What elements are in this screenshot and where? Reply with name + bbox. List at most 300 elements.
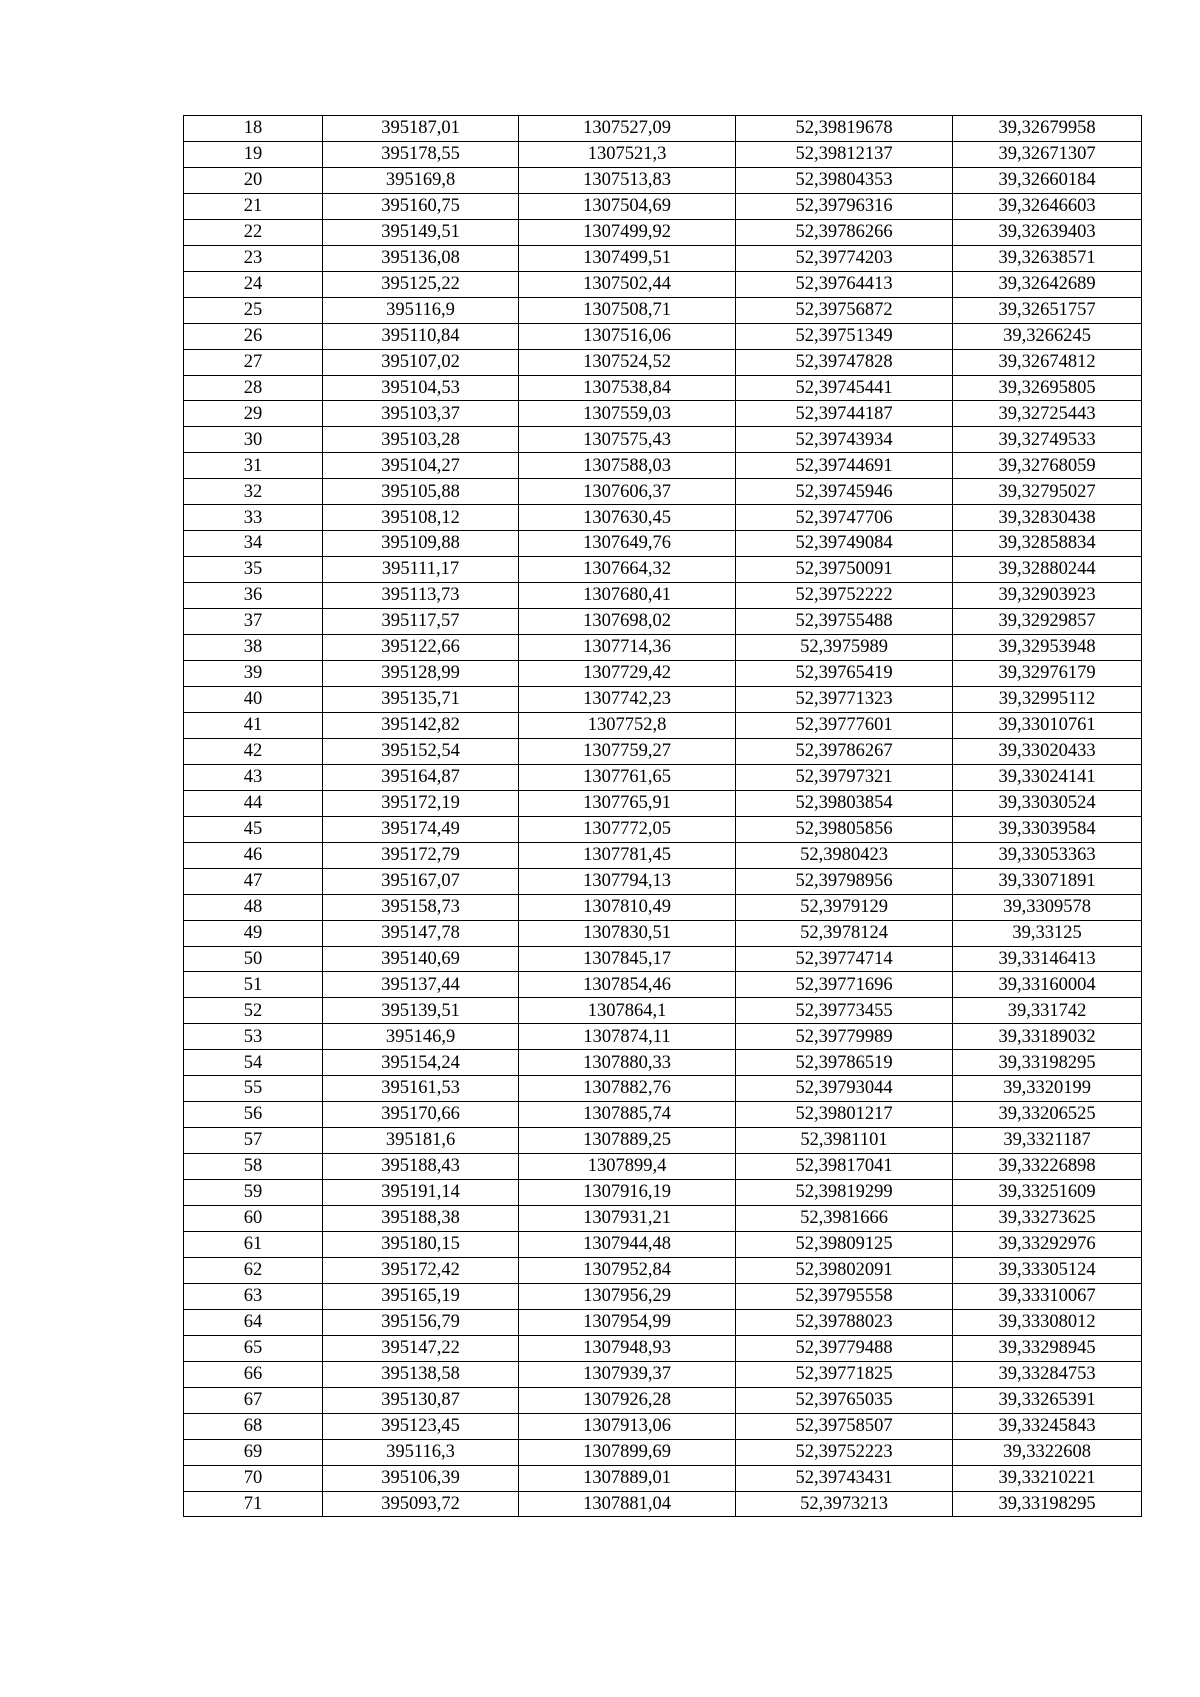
latitude-cell: 52,39771323 [736,686,953,712]
longitude-cell: 39,33146413 [953,946,1142,972]
point-number-cell: 26 [184,323,323,349]
table-row [184,531,1142,557]
table-row [184,764,1142,790]
table-row [184,1024,1142,1050]
x-coordinate-cell: 395139,51 [323,998,519,1024]
point-number-cell: 59 [184,1180,323,1206]
x-coordinate-cell: 395104,27 [323,453,519,479]
table-row [184,1413,1142,1439]
x-coordinate-cell: 395117,57 [323,609,519,635]
table-row [184,1154,1142,1180]
latitude-cell: 52,39802091 [736,1257,953,1283]
longitude-cell: 39,32638571 [953,245,1142,271]
point-number-cell: 24 [184,271,323,297]
y-coordinate-cell: 1307882,76 [519,1076,736,1102]
table-row [184,193,1142,219]
x-coordinate-cell: 395104,53 [323,375,519,401]
longitude-cell: 39,33273625 [953,1206,1142,1232]
point-number-cell: 48 [184,894,323,920]
latitude-cell: 52,39744187 [736,401,953,427]
point-number-cell: 65 [184,1335,323,1361]
table-row [184,583,1142,609]
table-row [184,635,1142,661]
x-coordinate-cell: 395137,44 [323,972,519,998]
y-coordinate-cell: 1307899,4 [519,1154,736,1180]
point-number-cell: 39 [184,661,323,687]
table-row [184,245,1142,271]
table-row [184,1361,1142,1387]
x-coordinate-cell: 395172,19 [323,790,519,816]
longitude-cell: 39,33125 [953,920,1142,946]
y-coordinate-cell: 1307854,46 [519,972,736,998]
x-coordinate-cell: 395188,38 [323,1206,519,1232]
point-number-cell: 29 [184,401,323,427]
y-coordinate-cell: 1307913,06 [519,1413,736,1439]
longitude-cell: 39,3266245 [953,323,1142,349]
x-coordinate-cell: 395116,3 [323,1439,519,1465]
table-row [184,1387,1142,1413]
point-number-cell: 32 [184,479,323,505]
x-coordinate-cell: 395152,54 [323,738,519,764]
point-number-cell: 47 [184,868,323,894]
y-coordinate-cell: 1307954,99 [519,1309,736,1335]
latitude-cell: 52,39744691 [736,453,953,479]
x-coordinate-cell: 395188,43 [323,1154,519,1180]
table-row [184,686,1142,712]
longitude-cell: 39,3309578 [953,894,1142,920]
x-coordinate-cell: 395136,08 [323,245,519,271]
y-coordinate-cell: 1307649,76 [519,531,736,557]
x-coordinate-cell: 395122,66 [323,635,519,661]
longitude-cell: 39,32995112 [953,686,1142,712]
latitude-cell: 52,39771696 [736,972,953,998]
latitude-cell: 52,39755488 [736,609,953,635]
point-number-cell: 38 [184,635,323,661]
x-coordinate-cell: 395140,69 [323,946,519,972]
latitude-cell: 52,39743934 [736,427,953,453]
table-row [184,816,1142,842]
table-row [184,271,1142,297]
longitude-cell: 39,3322608 [953,1439,1142,1465]
point-number-cell: 33 [184,505,323,531]
table-row [184,453,1142,479]
x-coordinate-cell: 395093,72 [323,1491,519,1517]
x-coordinate-cell: 395180,15 [323,1231,519,1257]
point-number-cell: 51 [184,972,323,998]
latitude-cell: 52,39801217 [736,1102,953,1128]
longitude-cell: 39,32642689 [953,271,1142,297]
x-coordinate-cell: 395128,99 [323,661,519,687]
point-number-cell: 69 [184,1439,323,1465]
point-number-cell: 67 [184,1387,323,1413]
x-coordinate-cell: 395108,12 [323,505,519,531]
longitude-cell: 39,32679958 [953,116,1142,142]
table-row [184,1335,1142,1361]
latitude-cell: 52,39797321 [736,764,953,790]
table-row [184,1309,1142,1335]
y-coordinate-cell: 1307559,03 [519,401,736,427]
x-coordinate-cell: 395103,28 [323,427,519,453]
x-coordinate-cell: 395111,17 [323,557,519,583]
coordinates-document [183,115,1142,1517]
latitude-cell: 52,39756872 [736,297,953,323]
y-coordinate-cell: 1307885,74 [519,1102,736,1128]
y-coordinate-cell: 1307575,43 [519,427,736,453]
table-row [184,1257,1142,1283]
table-row [184,920,1142,946]
table-row [184,167,1142,193]
longitude-cell: 39,32903923 [953,583,1142,609]
point-number-cell: 66 [184,1361,323,1387]
latitude-cell: 52,39819678 [736,116,953,142]
y-coordinate-cell: 1307956,29 [519,1283,736,1309]
point-number-cell: 23 [184,245,323,271]
longitude-cell: 39,33308012 [953,1309,1142,1335]
longitude-cell: 39,33010761 [953,712,1142,738]
point-number-cell: 18 [184,116,323,142]
latitude-cell: 52,39812137 [736,141,953,167]
x-coordinate-cell: 395107,02 [323,349,519,375]
x-coordinate-cell: 395146,9 [323,1024,519,1050]
coordinates-table [183,115,1142,1517]
longitude-cell: 39,32768059 [953,453,1142,479]
y-coordinate-cell: 1307502,44 [519,271,736,297]
x-coordinate-cell: 395154,24 [323,1050,519,1076]
latitude-cell: 52,3981101 [736,1128,953,1154]
longitude-cell: 39,33039584 [953,816,1142,842]
point-number-cell: 36 [184,583,323,609]
point-number-cell: 71 [184,1491,323,1517]
latitude-cell: 52,3975989 [736,635,953,661]
point-number-cell: 46 [184,842,323,868]
latitude-cell: 52,39747706 [736,505,953,531]
y-coordinate-cell: 1307880,33 [519,1050,736,1076]
longitude-cell: 39,33226898 [953,1154,1142,1180]
table-row [184,323,1142,349]
latitude-cell: 52,39752222 [736,583,953,609]
longitude-cell: 39,33071891 [953,868,1142,894]
y-coordinate-cell: 1307881,04 [519,1491,736,1517]
x-coordinate-cell: 395110,84 [323,323,519,349]
latitude-cell: 52,39771825 [736,1361,953,1387]
y-coordinate-cell: 1307830,51 [519,920,736,946]
point-number-cell: 27 [184,349,323,375]
point-number-cell: 21 [184,193,323,219]
longitude-cell: 39,3320199 [953,1076,1142,1102]
latitude-cell: 52,39798956 [736,868,953,894]
table-row [184,712,1142,738]
y-coordinate-cell: 1307952,84 [519,1257,736,1283]
x-coordinate-cell: 395158,73 [323,894,519,920]
y-coordinate-cell: 1307714,36 [519,635,736,661]
table-row [184,738,1142,764]
table-row [184,1231,1142,1257]
latitude-cell: 52,3980423 [736,842,953,868]
x-coordinate-cell: 395167,07 [323,868,519,894]
x-coordinate-cell: 395187,01 [323,116,519,142]
latitude-cell: 52,39777601 [736,712,953,738]
latitude-cell: 52,3981666 [736,1206,953,1232]
table-row [184,1180,1142,1206]
y-coordinate-cell: 1307810,49 [519,894,736,920]
point-number-cell: 31 [184,453,323,479]
x-coordinate-cell: 395181,6 [323,1128,519,1154]
y-coordinate-cell: 1307845,17 [519,946,736,972]
y-coordinate-cell: 1307944,48 [519,1231,736,1257]
point-number-cell: 42 [184,738,323,764]
table-row [184,219,1142,245]
y-coordinate-cell: 1307931,21 [519,1206,736,1232]
longitude-cell: 39,32953948 [953,635,1142,661]
table-row [184,1439,1142,1465]
y-coordinate-cell: 1307939,37 [519,1361,736,1387]
y-coordinate-cell: 1307499,51 [519,245,736,271]
longitude-cell: 39,33305124 [953,1257,1142,1283]
point-number-cell: 56 [184,1102,323,1128]
latitude-cell: 52,39773455 [736,998,953,1024]
latitude-cell: 52,39745441 [736,375,953,401]
latitude-cell: 52,39786267 [736,738,953,764]
table-row [184,1206,1142,1232]
y-coordinate-cell: 1307527,09 [519,116,736,142]
y-coordinate-cell: 1307761,65 [519,764,736,790]
point-number-cell: 35 [184,557,323,583]
point-number-cell: 60 [184,1206,323,1232]
latitude-cell: 52,39779989 [736,1024,953,1050]
x-coordinate-cell: 395161,53 [323,1076,519,1102]
x-coordinate-cell: 395113,73 [323,583,519,609]
y-coordinate-cell: 1307606,37 [519,479,736,505]
point-number-cell: 22 [184,219,323,245]
y-coordinate-cell: 1307524,52 [519,349,736,375]
point-number-cell: 50 [184,946,323,972]
table-row [184,1491,1142,1517]
y-coordinate-cell: 1307664,32 [519,557,736,583]
y-coordinate-cell: 1307680,41 [519,583,736,609]
point-number-cell: 70 [184,1465,323,1491]
latitude-cell: 52,39805856 [736,816,953,842]
y-coordinate-cell: 1307948,93 [519,1335,736,1361]
longitude-cell: 39,3321187 [953,1128,1142,1154]
latitude-cell: 52,39765419 [736,661,953,687]
longitude-cell: 39,33310067 [953,1283,1142,1309]
x-coordinate-cell: 395103,37 [323,401,519,427]
latitude-cell: 52,39779488 [736,1335,953,1361]
table-row [184,1283,1142,1309]
table-row [184,401,1142,427]
coordinates-table-body [184,116,1142,1517]
point-number-cell: 58 [184,1154,323,1180]
y-coordinate-cell: 1307874,11 [519,1024,736,1050]
point-number-cell: 44 [184,790,323,816]
latitude-cell: 52,39803854 [736,790,953,816]
point-number-cell: 20 [184,167,323,193]
table-row [184,946,1142,972]
point-number-cell: 49 [184,920,323,946]
y-coordinate-cell: 1307538,84 [519,375,736,401]
longitude-cell: 39,33160004 [953,972,1142,998]
point-number-cell: 25 [184,297,323,323]
latitude-cell: 52,3978124 [736,920,953,946]
longitude-cell: 39,33292976 [953,1231,1142,1257]
longitude-cell: 39,33189032 [953,1024,1142,1050]
longitude-cell: 39,32795027 [953,479,1142,505]
table-row [184,842,1142,868]
point-number-cell: 63 [184,1283,323,1309]
latitude-cell: 52,39793044 [736,1076,953,1102]
latitude-cell: 52,39747828 [736,349,953,375]
x-coordinate-cell: 395164,87 [323,764,519,790]
x-coordinate-cell: 395160,75 [323,193,519,219]
y-coordinate-cell: 1307504,69 [519,193,736,219]
y-coordinate-cell: 1307794,13 [519,868,736,894]
x-coordinate-cell: 395130,87 [323,1387,519,1413]
latitude-cell: 52,39796316 [736,193,953,219]
y-coordinate-cell: 1307759,27 [519,738,736,764]
longitude-cell: 39,32929857 [953,609,1142,635]
longitude-cell: 39,33265391 [953,1387,1142,1413]
longitude-cell: 39,33053363 [953,842,1142,868]
latitude-cell: 52,39758507 [736,1413,953,1439]
table-row [184,1465,1142,1491]
longitude-cell: 39,33210221 [953,1465,1142,1491]
point-number-cell: 43 [184,764,323,790]
y-coordinate-cell: 1307765,91 [519,790,736,816]
latitude-cell: 52,39743431 [736,1465,953,1491]
table-row [184,661,1142,687]
latitude-cell: 52,39817041 [736,1154,953,1180]
latitude-cell: 52,39750091 [736,557,953,583]
latitude-cell: 52,39745946 [736,479,953,505]
point-number-cell: 34 [184,531,323,557]
latitude-cell: 52,39786519 [736,1050,953,1076]
latitude-cell: 52,39751349 [736,323,953,349]
y-coordinate-cell: 1307926,28 [519,1387,736,1413]
longitude-cell: 39,32880244 [953,557,1142,583]
longitude-cell: 39,32695805 [953,375,1142,401]
longitude-cell: 39,32660184 [953,167,1142,193]
latitude-cell: 52,39765035 [736,1387,953,1413]
x-coordinate-cell: 395149,51 [323,219,519,245]
table-row [184,116,1142,142]
x-coordinate-cell: 395172,79 [323,842,519,868]
longitude-cell: 39,32830438 [953,505,1142,531]
longitude-cell: 39,33030524 [953,790,1142,816]
table-row [184,349,1142,375]
x-coordinate-cell: 395106,39 [323,1465,519,1491]
longitude-cell: 39,32671307 [953,141,1142,167]
table-row [184,972,1142,998]
y-coordinate-cell: 1307772,05 [519,816,736,842]
x-coordinate-cell: 395109,88 [323,531,519,557]
table-row [184,1050,1142,1076]
y-coordinate-cell: 1307899,69 [519,1439,736,1465]
table-row [184,790,1142,816]
y-coordinate-cell: 1307729,42 [519,661,736,687]
table-row [184,297,1142,323]
point-number-cell: 55 [184,1076,323,1102]
longitude-cell: 39,33298945 [953,1335,1142,1361]
x-coordinate-cell: 395172,42 [323,1257,519,1283]
x-coordinate-cell: 395169,8 [323,167,519,193]
x-coordinate-cell: 395105,88 [323,479,519,505]
point-number-cell: 30 [184,427,323,453]
y-coordinate-cell: 1307508,71 [519,297,736,323]
table-row [184,479,1142,505]
x-coordinate-cell: 395156,79 [323,1309,519,1335]
latitude-cell: 52,39752223 [736,1439,953,1465]
y-coordinate-cell: 1307916,19 [519,1180,736,1206]
x-coordinate-cell: 395191,14 [323,1180,519,1206]
point-number-cell: 54 [184,1050,323,1076]
latitude-cell: 52,39774203 [736,245,953,271]
longitude-cell: 39,33198295 [953,1491,1142,1517]
y-coordinate-cell: 1307864,1 [519,998,736,1024]
latitude-cell: 52,39786266 [736,219,953,245]
longitude-cell: 39,33198295 [953,1050,1142,1076]
latitude-cell: 52,39819299 [736,1180,953,1206]
table-row [184,141,1142,167]
y-coordinate-cell: 1307781,45 [519,842,736,868]
point-number-cell: 64 [184,1309,323,1335]
longitude-cell: 39,32858834 [953,531,1142,557]
latitude-cell: 52,39804353 [736,167,953,193]
latitude-cell: 52,3979129 [736,894,953,920]
point-number-cell: 62 [184,1257,323,1283]
y-coordinate-cell: 1307742,23 [519,686,736,712]
point-number-cell: 53 [184,1024,323,1050]
point-number-cell: 52 [184,998,323,1024]
latitude-cell: 52,39774714 [736,946,953,972]
x-coordinate-cell: 395123,45 [323,1413,519,1439]
longitude-cell: 39,32725443 [953,401,1142,427]
table-row [184,609,1142,635]
table-row [184,894,1142,920]
x-coordinate-cell: 395116,9 [323,297,519,323]
table-row [184,1128,1142,1154]
longitude-cell: 39,32976179 [953,661,1142,687]
longitude-cell: 39,33245843 [953,1413,1142,1439]
latitude-cell: 52,3973213 [736,1491,953,1517]
y-coordinate-cell: 1307630,45 [519,505,736,531]
longitude-cell: 39,331742 [953,998,1142,1024]
longitude-cell: 39,32639403 [953,219,1142,245]
longitude-cell: 39,33020433 [953,738,1142,764]
table-row [184,1102,1142,1128]
point-number-cell: 41 [184,712,323,738]
table-row [184,998,1142,1024]
y-coordinate-cell: 1307889,01 [519,1465,736,1491]
x-coordinate-cell: 395165,19 [323,1283,519,1309]
longitude-cell: 39,33251609 [953,1180,1142,1206]
x-coordinate-cell: 395170,66 [323,1102,519,1128]
point-number-cell: 45 [184,816,323,842]
point-number-cell: 40 [184,686,323,712]
latitude-cell: 52,39809125 [736,1231,953,1257]
longitude-cell: 39,32651757 [953,297,1142,323]
table-row [184,557,1142,583]
x-coordinate-cell: 395147,78 [323,920,519,946]
x-coordinate-cell: 395138,58 [323,1361,519,1387]
latitude-cell: 52,39749084 [736,531,953,557]
longitude-cell: 39,32646603 [953,193,1142,219]
point-number-cell: 68 [184,1413,323,1439]
latitude-cell: 52,39764413 [736,271,953,297]
point-number-cell: 61 [184,1231,323,1257]
table-row [184,427,1142,453]
y-coordinate-cell: 1307889,25 [519,1128,736,1154]
longitude-cell: 39,32674812 [953,349,1142,375]
